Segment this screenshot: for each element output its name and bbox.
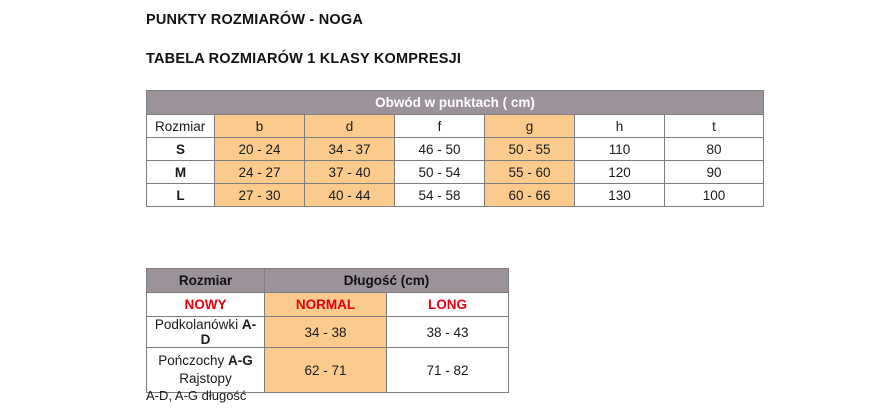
cell-s-g: 50 - 55: [485, 138, 575, 161]
row-label-podkolanowki: [147, 317, 265, 348]
label-text: Podkolanówki: [154, 317, 242, 332]
cell-podkolanowki-long: 38 - 43: [387, 317, 509, 348]
header-rozmiar: Rozmiar: [147, 115, 215, 138]
label-bold: A-G: [228, 352, 253, 368]
table-row: [147, 348, 509, 393]
cell-l-f: 54 - 58: [395, 184, 485, 207]
header-col-g: g: [485, 115, 575, 138]
cell-m-d: 37 - 40: [305, 161, 395, 184]
footnote: A-D, A-G długość: [146, 388, 247, 403]
cell-m-g: 55 - 60: [485, 161, 575, 184]
table-row-header: [147, 269, 509, 293]
cell-s-b: 20 - 24: [215, 138, 305, 161]
cell-l-b: 27 - 30: [215, 184, 305, 207]
cell-ponczochy-normal: 62 - 71: [265, 348, 387, 393]
page-title: PUNKTY ROZMIARÓW - NOGA: [146, 12, 363, 28]
label-text: Pończochy: [158, 352, 229, 368]
cell-s-f: 46 - 50: [395, 138, 485, 161]
header-col-t: t: [665, 115, 764, 138]
table-row-banner: [147, 91, 764, 115]
section-title: TABELA ROZMIARÓW 1 KLASY KOMPRESJI: [146, 51, 462, 67]
header-col-b: b: [215, 115, 305, 138]
table-row-subheader: [147, 293, 509, 317]
cell-l-g: 60 - 66: [485, 184, 575, 207]
row-label-ponczochy-rajstopy: [147, 348, 265, 393]
table-row-header: [147, 115, 764, 138]
length-header-dlugosc: Długość (cm): [265, 269, 509, 293]
cell-s-t: 80: [665, 138, 764, 161]
row-label-l: L: [147, 184, 215, 207]
cell-l-h: 130: [575, 184, 665, 207]
cell-ponczochy-long: 71 - 82: [387, 348, 509, 393]
cell-m-h: 120: [575, 161, 665, 184]
label-line-2: Rajstopy: [179, 371, 232, 386]
cell-l-t: 100: [665, 184, 764, 207]
label-line-1: [153, 352, 258, 370]
cell-s-h: 110: [575, 138, 665, 161]
cell-m-t: 90: [665, 161, 764, 184]
cell-l-d: 40 - 44: [305, 184, 395, 207]
subheader-nowy: NOWY: [147, 293, 265, 317]
circumference-banner: Obwód w punktach ( cm): [147, 91, 764, 115]
label-bold: A-D: [200, 317, 257, 347]
row-label-m: M: [147, 161, 215, 184]
table-row: [147, 138, 764, 161]
header-col-f: f: [395, 115, 485, 138]
table-row: [147, 184, 764, 207]
subheader-normal: NORMAL: [265, 293, 387, 317]
length-header-rozmiar: Rozmiar: [147, 269, 265, 293]
table-row: [147, 317, 509, 348]
length-size-table: [146, 268, 509, 393]
row-label-s: S: [147, 138, 215, 161]
header-col-d: d: [305, 115, 395, 138]
table-row: [147, 161, 764, 184]
cell-m-f: 50 - 54: [395, 161, 485, 184]
header-col-h: h: [575, 115, 665, 138]
cell-podkolanowki-normal: 34 - 38: [265, 317, 387, 348]
cell-s-d: 34 - 37: [305, 138, 395, 161]
subheader-long: LONG: [387, 293, 509, 317]
cell-m-b: 24 - 27: [215, 161, 305, 184]
circumference-size-table: [146, 90, 764, 207]
